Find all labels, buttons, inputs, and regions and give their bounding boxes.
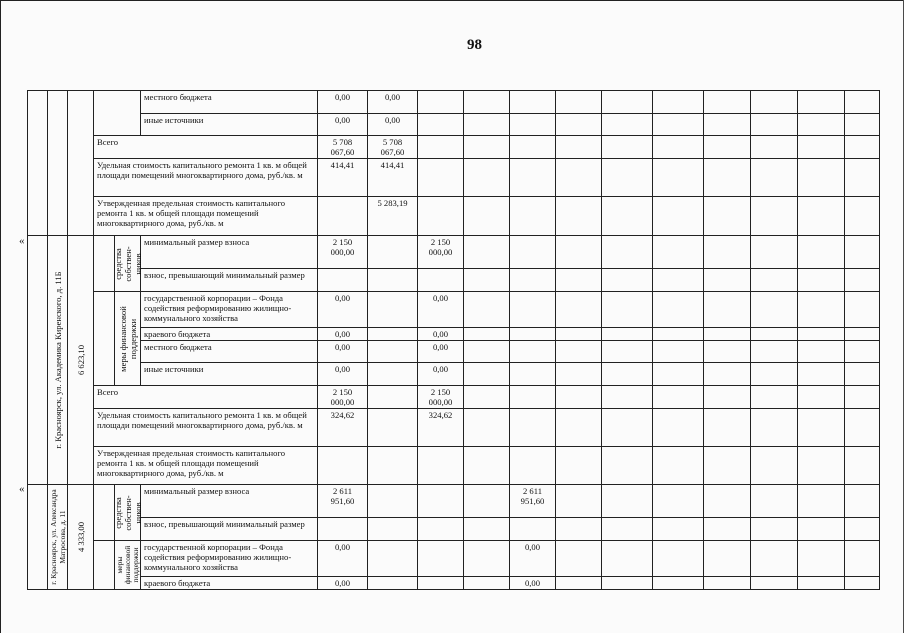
area-cell: 4 333,00 xyxy=(68,485,94,590)
row-label: взнос, превышающий минимальный размер xyxy=(141,269,318,292)
table-row xyxy=(28,197,880,236)
row-label: взнос, превышающий минимальный размер xyxy=(141,518,318,541)
table-row xyxy=(28,269,880,292)
cell-value: 414,41 xyxy=(318,159,368,197)
quote-mark: « xyxy=(19,235,25,247)
row-label: минимальный размер взноса xyxy=(141,236,318,269)
owners-funds-group: средства собствен-ников xyxy=(115,485,141,541)
address-cell: г. Красноярск, ул. Александра Матросова, д. 11 xyxy=(48,485,68,590)
row-label: государственной корпорации – Фонда содействия реформированию жилищно-коммунального хозяйства xyxy=(141,541,318,577)
table-row xyxy=(28,341,880,363)
row-label: местного бюджета xyxy=(141,341,318,363)
table-row xyxy=(28,91,880,114)
table-row xyxy=(28,386,880,409)
row-label: Утвержденная предельная стоимость капитального ремонта 1 кв. м общей площади помещений многоквартирного дома, руб./кв. м xyxy=(94,197,318,236)
row-label: государственной корпорации – Фонда содействия реформированию жилищно-коммунального хозяйства xyxy=(141,292,318,328)
financial-support-group: меры финансовой поддержки xyxy=(115,541,141,590)
cell-value: 0,00 xyxy=(318,114,368,136)
cell-value: 5 708 067,60 xyxy=(368,136,418,159)
financial-support-group: меры финансовой поддержки xyxy=(115,292,141,386)
page-number: 98 xyxy=(467,37,482,53)
row-label: местного бюджета xyxy=(141,91,318,114)
table-row xyxy=(28,485,880,518)
table-row xyxy=(28,577,880,590)
cell-value: 0,00 xyxy=(418,328,464,341)
table-row xyxy=(28,114,880,136)
row-label: краевого бюджета xyxy=(141,577,318,590)
table-row xyxy=(28,136,880,159)
table-row xyxy=(28,518,880,541)
row-label: иные источники xyxy=(141,363,318,386)
table-row xyxy=(28,292,880,328)
cell-value: 0,00 xyxy=(510,577,556,590)
owners-funds-group: средства собствен-ников xyxy=(115,236,141,292)
cell-value: 5 283,19 xyxy=(368,197,418,236)
cell-value: 324,62 xyxy=(318,409,368,447)
cell-value: 0,00 xyxy=(318,541,368,577)
cell-value: 5 708 067,60 xyxy=(318,136,368,159)
cell-value: 0,00 xyxy=(318,341,368,363)
cell-value: 0,00 xyxy=(418,292,464,328)
cell-value: 2 611 951,60 xyxy=(510,485,556,518)
cell-value: 414,41 xyxy=(368,159,418,197)
quote-mark: « xyxy=(19,483,25,495)
row-label: иные источники xyxy=(141,114,318,136)
cell-value: 2 150 000,00 xyxy=(418,386,464,409)
table-row xyxy=(28,409,880,447)
table-row xyxy=(28,159,880,197)
cell-value: 2 150 000,00 xyxy=(318,386,368,409)
cell-value: 0,00 xyxy=(418,363,464,386)
cell-value: 324,62 xyxy=(418,409,464,447)
area-cell: 6 623,10 xyxy=(68,236,94,485)
capital-repair-table xyxy=(27,90,880,590)
cell-value: 0,00 xyxy=(318,328,368,341)
cell-value: 2 611 951,60 xyxy=(318,485,368,518)
cell-value: 0,00 xyxy=(318,292,368,328)
cell-value: 2 150 000,00 xyxy=(318,236,368,269)
cell-value: 0,00 xyxy=(318,363,368,386)
row-label: Утвержденная предельная стоимость капитального ремонта 1 кв. м общей площади помещений многоквартирного дома, руб./кв. м xyxy=(94,447,318,485)
cell-value: 0,00 xyxy=(368,114,418,136)
table-row xyxy=(28,236,880,269)
row-label: минимальный размер взноса xyxy=(141,485,318,518)
table-row xyxy=(28,363,880,386)
table-row xyxy=(28,328,880,341)
table-row xyxy=(28,447,880,485)
table-row xyxy=(28,541,880,577)
cell-value: 0,00 xyxy=(318,577,368,590)
cell-value: 0,00 xyxy=(368,91,418,114)
row-label: Удельная стоимость капитального ремонта 1 кв. м общей площади помещений многоквартирного дома, руб./кв. м xyxy=(94,409,318,447)
cell-value: 0,00 xyxy=(510,541,556,577)
cell-value: 0,00 xyxy=(318,91,368,114)
row-label: краевого бюджета xyxy=(141,328,318,341)
cell-value: 2 150 000,00 xyxy=(418,236,464,269)
address-cell: г. Красноярск, ул. Академика Киренского, д. 11Б xyxy=(48,236,68,485)
cell-value: 0,00 xyxy=(418,341,464,363)
row-label: Удельная стоимость капитального ремонта 1 кв. м общей площади помещений многоквартирного дома, руб./кв. м xyxy=(94,159,318,197)
row-label: Всего xyxy=(94,386,318,409)
row-label: Всего xyxy=(94,136,318,159)
